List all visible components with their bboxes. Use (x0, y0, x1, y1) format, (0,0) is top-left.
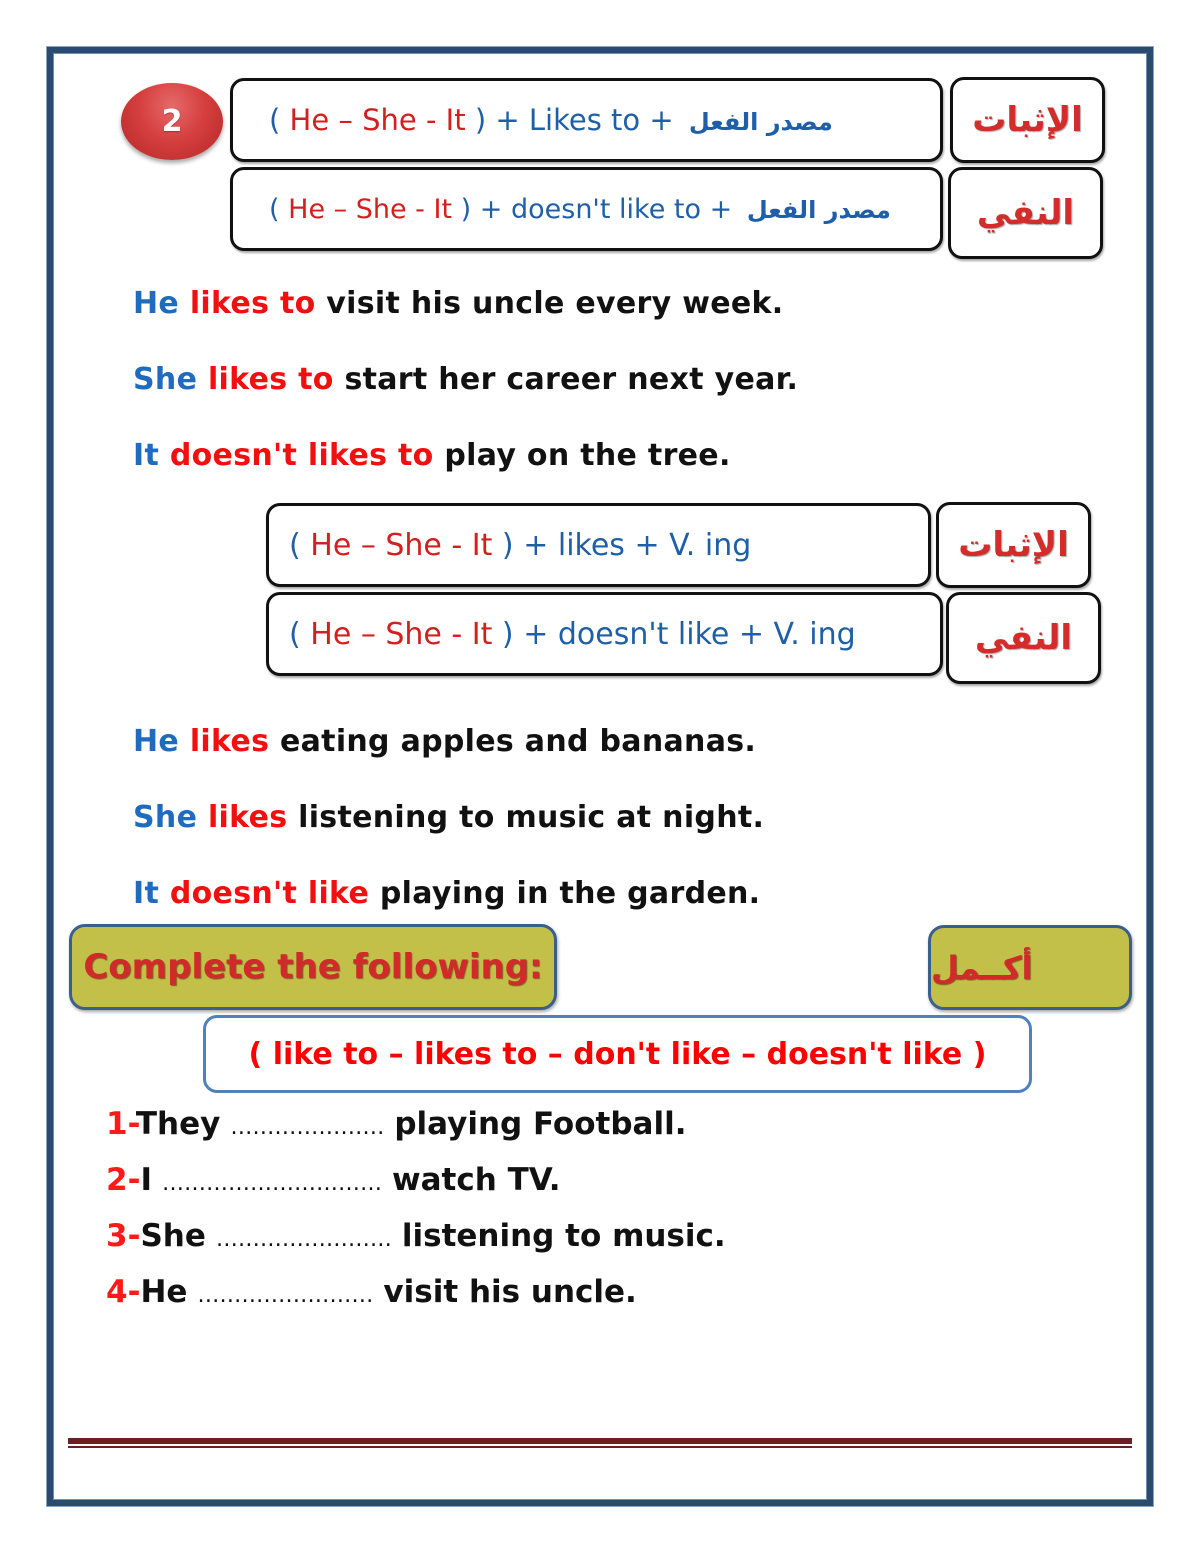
item-rest: visit his uncle. (383, 1274, 637, 1310)
example-rest: visit his uncle every week. (326, 286, 784, 321)
rule-formula (269, 528, 751, 563)
paren-open: ( (269, 193, 280, 225)
item-number: 1- (106, 1106, 136, 1142)
item-rest: playing Football. (394, 1106, 687, 1142)
rule-affirmative-ing (266, 503, 931, 587)
rule-formula (269, 617, 856, 652)
item-number: 3- (106, 1218, 141, 1254)
rule-pattern: + doesn't like to + (479, 193, 733, 225)
paren-open: ( (289, 616, 301, 652)
example-subject: He (133, 286, 180, 321)
item-rest: listening to music. (401, 1218, 726, 1254)
label-affirmative-ing (936, 502, 1091, 588)
exercise-title-text: Complete the following: (83, 947, 543, 987)
paren-close: ) (501, 616, 514, 652)
example-sentence (133, 438, 731, 473)
rule-subjects: He – She - It (288, 193, 453, 225)
item-blank[interactable]: ………………………… (161, 1171, 382, 1196)
label-affirmative-to (950, 77, 1105, 163)
rule-formula (233, 103, 833, 137)
paren-close: ) (460, 193, 472, 225)
item-subject: He (140, 1274, 188, 1310)
exercise-item (106, 1106, 686, 1142)
example-verb: doesn't like (169, 876, 370, 911)
paren-open: ( (269, 103, 281, 137)
label-negative-to (948, 167, 1103, 259)
section-number-badge (121, 83, 223, 160)
exercise-item (106, 1274, 637, 1310)
example-sentence (133, 362, 798, 397)
paren-open: ( (289, 527, 301, 563)
example-rest: play on the tree. (444, 438, 731, 473)
item-number: 4- (106, 1274, 141, 1310)
exercise-item (106, 1218, 726, 1254)
example-subject: She (133, 800, 198, 835)
exercise-item (106, 1162, 561, 1198)
example-verb: likes (189, 724, 270, 759)
footer-divider (68, 1438, 1132, 1448)
rule-pattern: + doesn't like + V. ing (523, 616, 856, 652)
item-blank[interactable]: …………………… (215, 1227, 392, 1252)
rule-subjects: He – She - It (310, 527, 493, 563)
item-subject: I (140, 1162, 152, 1198)
example-sentence (133, 286, 783, 321)
example-verb: likes to (207, 362, 334, 397)
example-sentence (133, 800, 764, 835)
rule-negative-to (230, 167, 943, 251)
label-negative-ing (946, 592, 1101, 684)
rule-arabic-infinitive: مصدر الفعل (746, 195, 891, 224)
label-text: الإثبات (958, 525, 1069, 565)
example-rest: start her career next year. (344, 362, 799, 397)
rule-arabic-infinitive: مصدر الفعل (688, 108, 833, 136)
badge-number: 2 (161, 104, 183, 139)
paren-close: ) (501, 527, 514, 563)
item-blank[interactable]: …………………… (197, 1283, 374, 1308)
rule-subjects: He – She - It (310, 616, 493, 652)
item-blank[interactable]: ………………… (230, 1115, 385, 1140)
rule-formula (233, 194, 891, 225)
item-subject: She (140, 1218, 206, 1254)
example-rest: listening to music at night. (298, 800, 765, 835)
item-rest: watch TV. (391, 1162, 561, 1198)
exercise-title-en (69, 924, 557, 1010)
example-subject: He (133, 724, 180, 759)
example-verb: likes to (189, 286, 316, 321)
word-bank (203, 1015, 1032, 1093)
example-verb: doesn't likes to (169, 438, 434, 473)
example-subject: It (133, 438, 160, 473)
footer-divider-thin (68, 1446, 1132, 1448)
word-bank-text: ( like to – likes to – don't like – doesn't like ) (248, 1036, 987, 1072)
example-sentence (133, 724, 756, 759)
example-sentence (133, 876, 760, 911)
item-subject: They (135, 1106, 221, 1142)
rule-pattern: + Likes to + (495, 103, 674, 137)
example-subject: She (133, 362, 198, 397)
label-text: الإثبات (972, 100, 1083, 140)
paren-close: ) (474, 103, 487, 137)
rule-pattern: + likes + V. ing (523, 527, 752, 563)
rule-negative-ing (266, 592, 943, 676)
exercise-title-ar (928, 925, 1132, 1010)
example-subject: It (133, 876, 160, 911)
item-number: 2- (106, 1162, 141, 1198)
label-text: النفي (976, 193, 1075, 233)
exercise-title-ar-text: أكــمل (931, 948, 1033, 987)
footer-divider-thick (68, 1438, 1132, 1444)
example-rest: playing in the garden. (379, 876, 761, 911)
rule-affirmative-to (230, 78, 943, 162)
rule-subjects: He – She - It (289, 103, 466, 137)
example-rest: eating apples and bananas. (279, 724, 757, 759)
example-verb: likes (207, 800, 288, 835)
label-text: النفي (974, 618, 1073, 658)
